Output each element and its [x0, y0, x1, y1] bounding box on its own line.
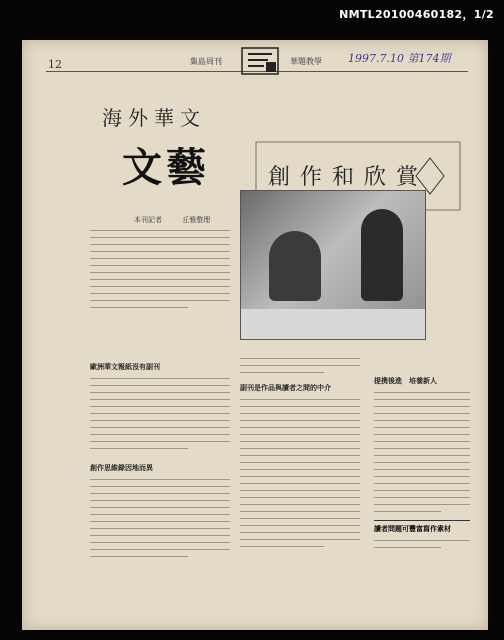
- page-number: 12: [48, 58, 62, 71]
- handwritten-date: 1997.7.10 第174期: [348, 52, 451, 65]
- masthead-logo-icon: [238, 46, 282, 76]
- article-kicker: 海外華文: [102, 106, 206, 130]
- reporter-label: 本刊記者: [134, 216, 162, 224]
- publication-name: 集島周刊: [190, 57, 222, 66]
- archive-id: NMTL20100460182，1/2: [339, 8, 494, 21]
- subhead-1: 歐洲華文報紙沒有副刊: [90, 363, 160, 371]
- newspaper-page: [22, 40, 488, 630]
- left-column: [90, 356, 230, 563]
- middle-column: [240, 358, 360, 553]
- editor-label: 丘雅整理: [182, 216, 211, 224]
- intro-text: [90, 230, 230, 314]
- byline: [134, 215, 228, 225]
- headline-main: 文藝: [122, 145, 210, 191]
- subhead-5: 讀者問題可豐富寫作素材: [374, 520, 470, 534]
- headline-sub: 創作和欣賞: [268, 165, 429, 190]
- article-photo: [240, 190, 426, 340]
- right-column: [374, 370, 470, 554]
- section-name: 華題教學: [290, 57, 322, 66]
- subhead-2: 副刊是作品與讀者之間的中介: [240, 384, 331, 392]
- subhead-4: 提携後進 培養新人: [374, 377, 437, 385]
- subhead-3: 創作思維錄因地而異: [90, 464, 153, 472]
